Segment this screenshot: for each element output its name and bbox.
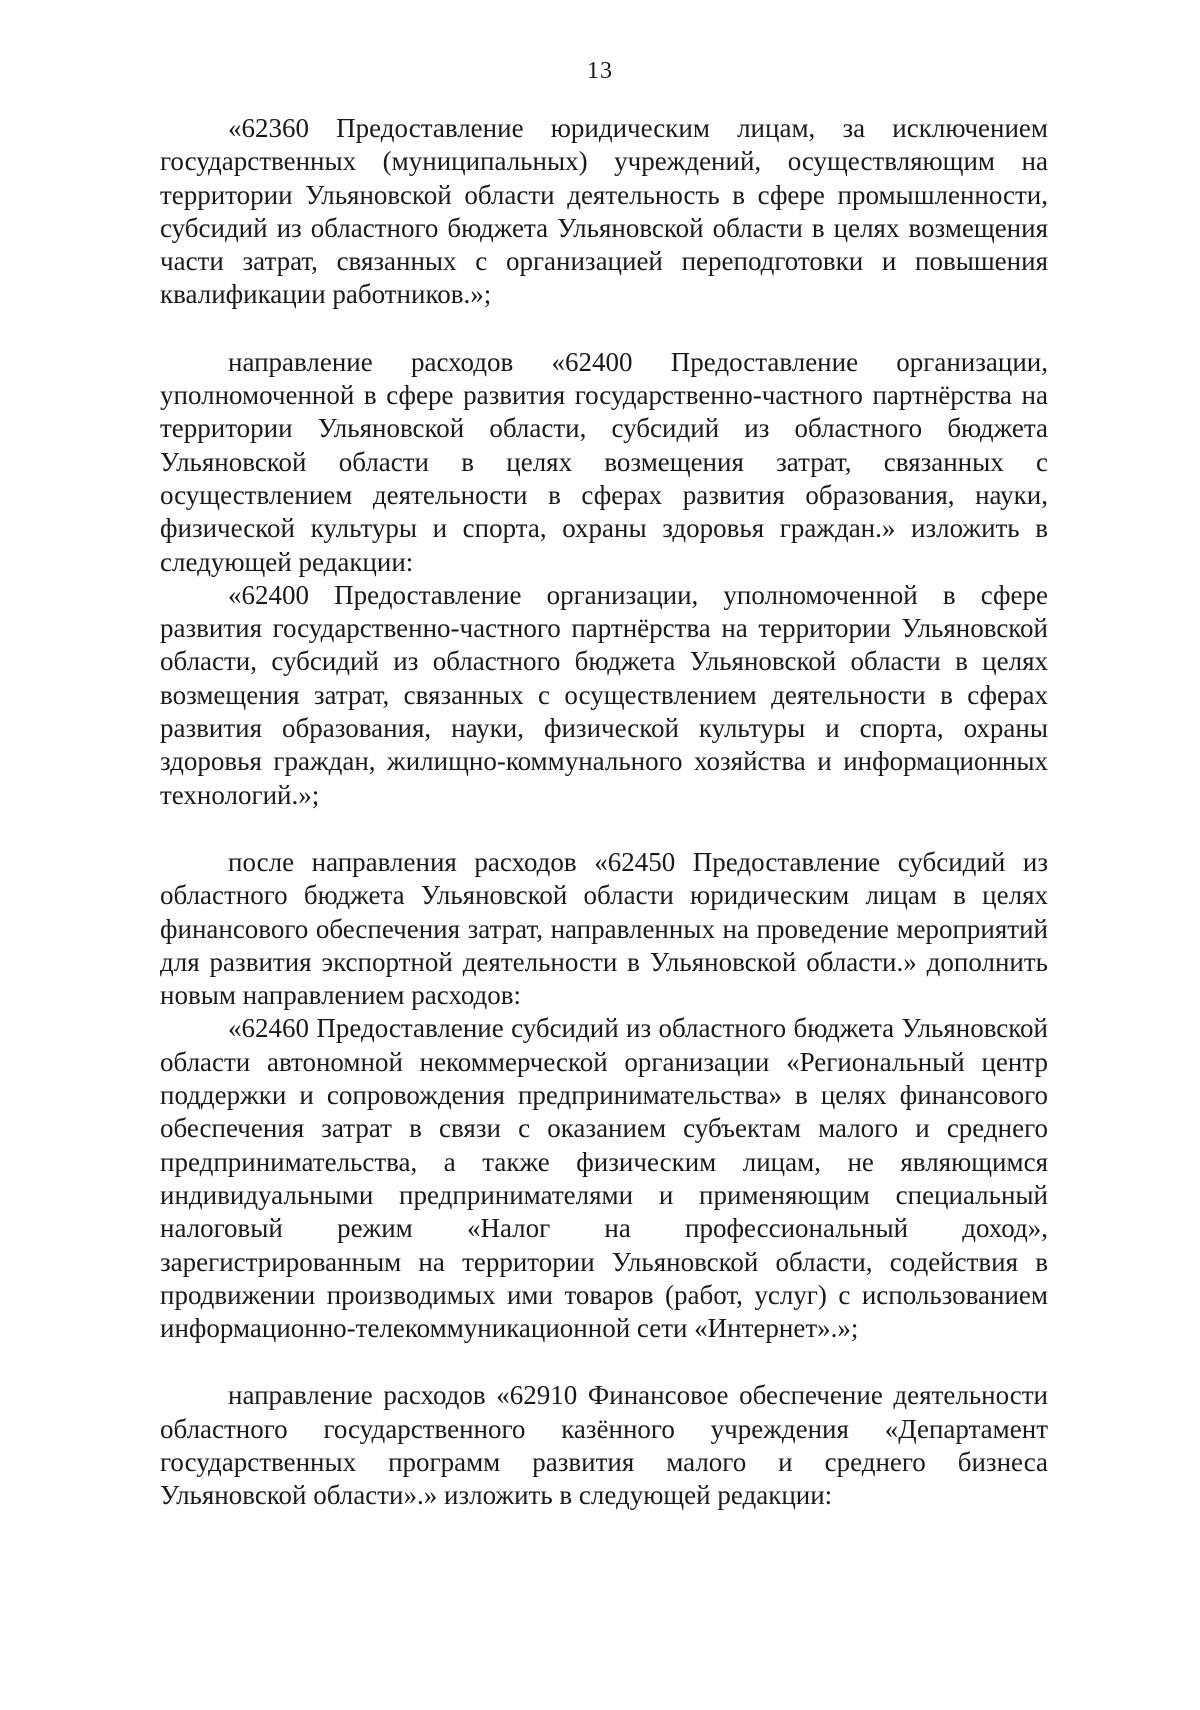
paragraph-62360: «62360 Предоставление юридическим лицам, за исключением государственных (муниципальных) учреждений, осуществляющим на территории Ульяновской области деятельность в сфере промышленности, субсидий из областного бюджета Ульяновской области в целях возмещения части затрат, связанных с организацией переподготовки и повышения квалификации работников.»; bbox=[160, 113, 1048, 310]
page-number: 13 bbox=[587, 58, 613, 84]
paragraph-62460-new: «62460 Предоставление субсидий из областного бюджета Ульяновской области автономной некоммерческой организации «Региональный центр поддержки и сопровождения предпринимательства» в целях финансового обеспечения затрат в связи с оказанием субъектам малого и среднего предпринимательства, а также физическим лицам, не являющимся индивидуальными предпринимателями и применяющим специальный налоговый режим «Налог на профессиональный доход», зарегистрированным на территории Ульяновской области, содействия в продвижении производимых ими товаров (работ, услуг) с использованием информационно-телекоммуникационной сети «Интернет».»; bbox=[160, 1013, 1048, 1344]
paragraph-62400-direction: направление расходов «62400 Предоставление организации, уполномоченной в сфере развития государственно-частного партнёрства на территории Ульяновской области, субсидий из областного бюджета Ульяновской области в целях возмещения затрат, связанных с осуществлением деятельности в сферах развития образования, науки, физической культуры и спорта, охраны здоровья граждан.» изложить в следующей редакции: bbox=[160, 346, 1048, 577]
paragraph-62910-direction: направление расходов «62910 Финансовое обеспечение деятельности областного государственного казённого учреждения «Департамент государственных программ развития малого и среднего бизнеса Ульяновской области».» изложить в следующей редакции: bbox=[160, 1380, 1048, 1511]
paragraph-62400-new-wording: «62400 Предоставление организации, уполномоченной в сфере развития государственно-частного партнёрства на территории Ульяновской области, субсидий из областного бюджета Ульяновской области в целях возмещения затрат, связанных с осуществлением деятельности в сферах развития образования, науки, физической культуры и спорта, охраны здоровья граждан, жилищно-коммунального хозяйства и информационных технологий.»; bbox=[160, 579, 1048, 810]
paragraph-62450-direction: после направления расходов «62450 Предоставление субсидий из областного бюджета Ульяновской области юридическим лицам в целях финансового обеспечения затрат, направленных на проведение мероприятий для развития экспортной деятельности в Ульяновской области.» дополнить новым направлением расходов: bbox=[160, 846, 1048, 1011]
document-body bbox=[160, 112, 1048, 1513]
